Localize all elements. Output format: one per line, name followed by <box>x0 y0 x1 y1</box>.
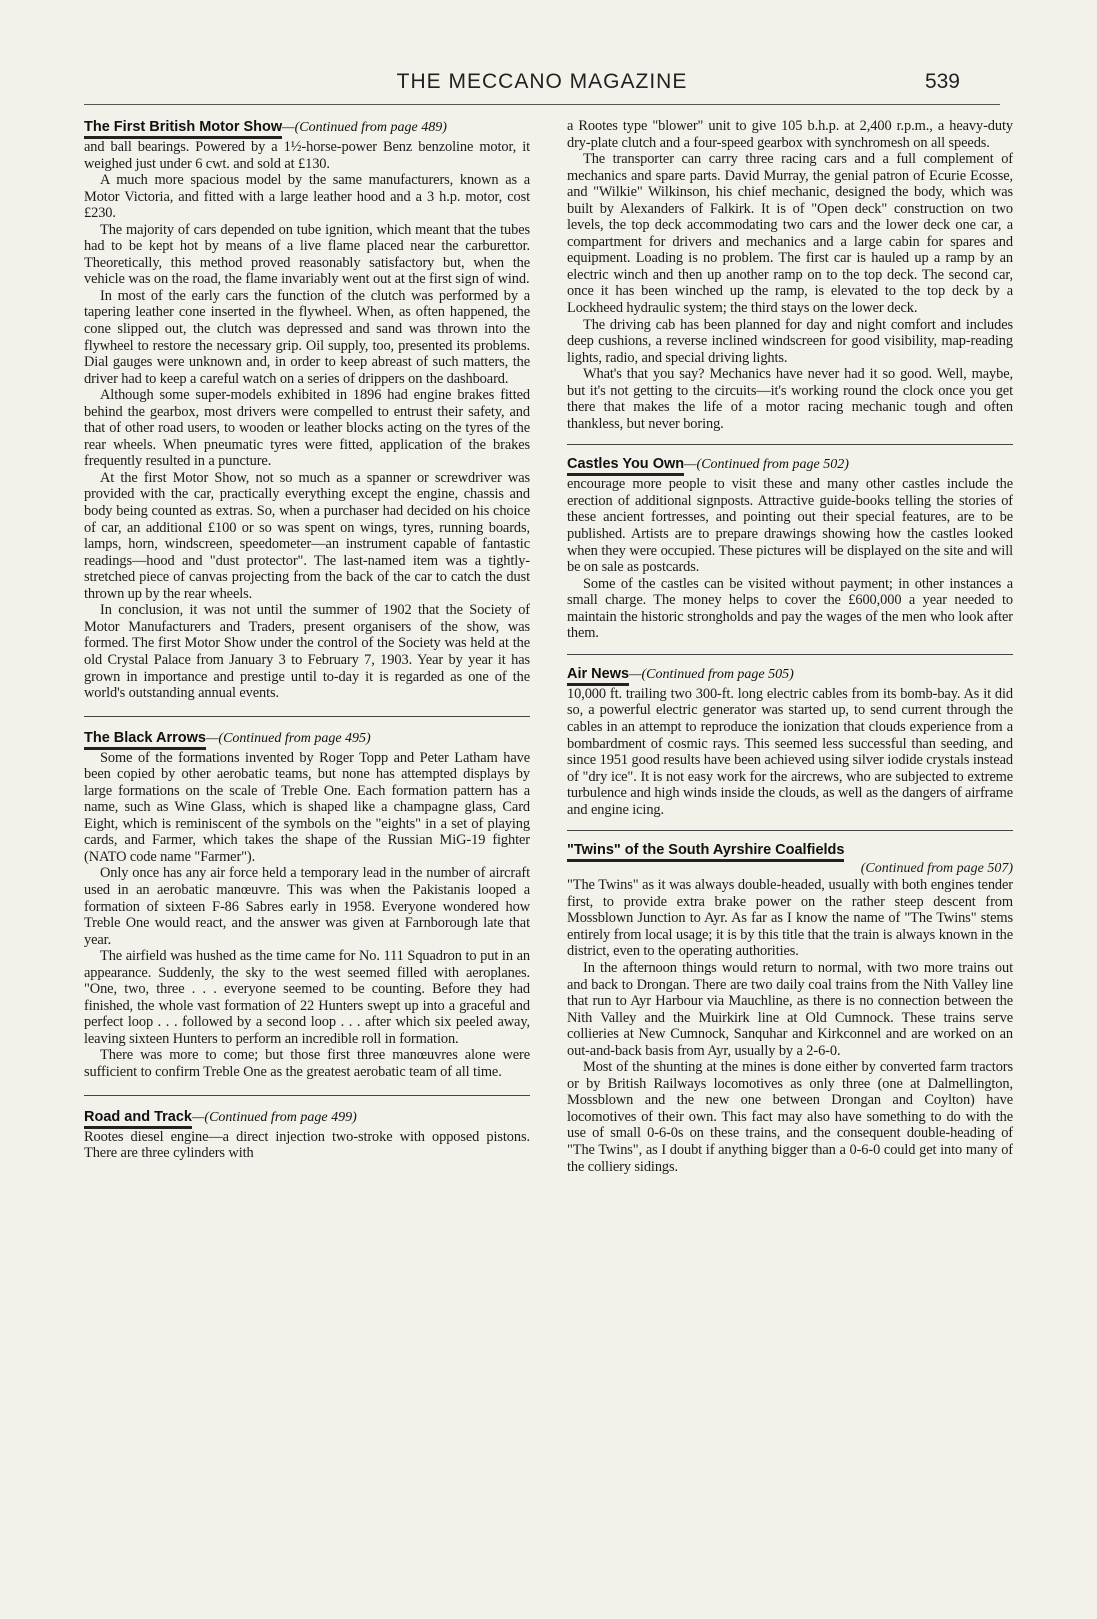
article-title: Air News <box>567 666 629 686</box>
paragraph: Only once has any air force held a temporary lead in the number of aircraft used in an aerobatic manœuvre. This was when the Pakistanis looped a formation of sixteen F-86 Sabres early in 1958. Everyone wondered how Treble One would react, and the answer was given at Farnborough late that year. <box>84 865 530 948</box>
magazine-title: THE MECCANO MAGAZINE <box>396 70 688 93</box>
section-divider <box>567 654 1013 655</box>
article-title: The Black Arrows <box>84 730 206 750</box>
paragraph: The airfield was hushed as the time came for No. 111 Squadron to put in an appearance. Suddenly, the sky to the west seemed filled with aeroplanes. "One, two, three . . . everyone seemed to be counting. Before they had finished, the whole vast formation of 22 Hunters swept up into a graceful and perfect loop . . . followed by a second loop . . . after which six peeled away, leaving sixteen Hunters to perform an incredible roll in formation. <box>84 948 530 1047</box>
continued-note: —(Continued from page 499) <box>191 1109 357 1125</box>
continued-note: —(Continued from page 505) <box>629 666 794 682</box>
article-air-news <box>567 665 1013 818</box>
paragraph: In conclusion, it was not until the summer of 1902 that the Society of Motor Manufacturers and Traders, present organisers of the show, was formed. The first Motor Show under the control of the Society was held at the old Crystal Palace from January 3 to February 7, 1903. Year by year it has grown in importance and prestige until to-day it is regarded as one of the world's outstanding annual events. <box>84 602 530 702</box>
page-header <box>84 70 1000 105</box>
continued-note: —(Continued from page 489) <box>282 120 447 135</box>
paragraph: Although some super-models exhibited in 1896 had engine brakes fitted behind the gearbox, most drivers were compelled to entrust their safety, and that of other road users, to wooden or leather blocks acting on the tyres of the rear wheels. When pneumatic tyres were fitted, application of the brakes frequently resulted in a puncture. <box>84 387 530 470</box>
article-motor-show <box>84 118 530 702</box>
article-title: The First British Motor Show <box>84 119 282 139</box>
paragraph: Most of the shunting at the mines is done either by converted farm tractors or by British Railways locomotives as only three (one at Dalmellington, Mossblown and the new one between Drongan and Coylton) have locomotives of their own. This fact may also have something to do with the use of small 0-6-0s on these trains, and the consequent double-heading of "The Twins", as I doubt if anything bigger than a 0-6-0 could get into many of the colliery sidings. <box>567 1059 1013 1175</box>
right-column <box>567 118 1013 1175</box>
article-title: Road and Track <box>84 1109 192 1129</box>
article-title: "Twins" of the South Ayrshire Coalfields <box>567 842 844 862</box>
article-black-arrows <box>84 729 530 1081</box>
article-twins <box>567 841 1013 1175</box>
article-heading <box>84 729 530 748</box>
paragraph: The transporter can carry three racing cars and a full complement of mechanics and spare parts. David Murray, the genial patron of Ecurie Ecosse, and "Wilkie" Wilkinson, his chief mechanic, designed the body, which was built by Alexanders of Falkirk. It is of "Open deck" construction on two levels, the top deck accommodating two cars and the lower deck one car, a compartment for drivers and mechanics and a large cabin for spares and equipment. Loading is no problem. The first car is hauled up a ramp by an electric winch and then up another ramp on to the top deck. The second car, once it has been winched up the ramp, is elevated to the top deck by a Lockheed hydraulic system; the third stays on the lower deck. <box>567 151 1013 317</box>
paragraph: "The Twins" as it was always double-headed, usually with both engines tender first, to provide extra brake power on the rather steep descent from Mossblown Junction to Ayr. As far as I know the name of "The Twins" stems entirely from local usage; it is by this title that the train is always known in the district, even to the operating authorities. <box>567 877 1013 960</box>
article-title: Castles You Own <box>567 456 684 476</box>
article-heading <box>84 1108 530 1127</box>
paragraph: a Rootes type "blower" unit to give 105 b.h.p. at 2,400 r.p.m., a heavy-duty dry-plate clutch and a four-speed gearbox with synchromesh on all speeds. <box>567 118 1013 151</box>
section-divider <box>84 716 530 717</box>
continued-note: —(Continued from page 495) <box>205 730 371 746</box>
article-heading <box>567 665 1013 684</box>
continued-note: —(Continued from page 502) <box>684 457 849 473</box>
article-heading <box>84 118 530 137</box>
paragraph: What's that you say? Mechanics have never had it so good. Well, maybe, but it's not getting to the circuits—it's working round the clock once you get there that makes the life of a motor racing mechanic tough and often thankless, but never boring. <box>567 366 1013 432</box>
article-road-track-continued <box>567 118 1013 432</box>
paragraph: In the afternoon things would return to normal, with two more trains out and back to Drongan. There are two daily coal trains from the Nith Valley line that run to Ayr Harbour via Mauchline, as there is no connection between the Nith Valley and the Muirkirk line at Old Cumnock. These trains serve collieries at New Cumnock, Sanquhar and Kirkconnel and are worked on an out-and-back basis from Ayr, usually by a 2-6-0. <box>567 959 1013 1059</box>
paragraph: Rootes diesel engine—a direct injection two-stroke with opposed pistons. There are three cylinders with <box>84 1128 530 1162</box>
left-column <box>84 118 530 1162</box>
paragraph: At the first Motor Show, not so much as a spanner or screwdriver was provided with the car, practically everything except the engine, chassis and body being counted as extras. So, when a purchaser had decided on his choice of car, an additional £100 or so was spent on wings, tyres, running boards, lamps, horn, windscreen, speedometer—an instrument capable of fantastic readings—hood and "dust protector". The last-named item was a tightly-stretched piece of canvas projecting from the back of the car to catch the dust thrown up by the rear wheels. <box>84 469 530 602</box>
section-divider <box>567 830 1013 831</box>
paragraph: Some of the castles can be visited without payment; in other instances a small charge. The money helps to cover the £600,000 a year needed to maintain the historic strongholds and pay the wages of the men who look after them. <box>567 575 1013 642</box>
continued-note: (Continued from page 507) <box>860 861 1013 877</box>
paragraph: In most of the early cars the function of the clutch was performed by a tapering leather cone inserted in the flywheel. When, as often happened, the cone slipped out, the clutch was depressed and sand was thrown into the flywheel to restore the necessary grip. Oil supply, too, presented its problems. Dial gauges were unknown and, in order to keep abreast of such matters, the driver had to keep a careful watch on a series of drippers on the dashboard. <box>84 287 530 387</box>
article-heading <box>567 455 1013 474</box>
page-number: 539 <box>924 70 960 93</box>
paragraph: and ball bearings. Powered by a 1½-horse-power Benz benzoline motor, it weighed just under 6 cwt. and sold at £130. <box>84 139 530 172</box>
article-castles <box>567 455 1013 641</box>
paragraph: 10,000 ft. trailing two 300-ft. long electric cables from its bomb-bay. As it did so, a powerful electric generator was started up, to send current through the cables in an attempt to reproduce the ionization that clouds experience from a bombardment of cosmic rays. This seemed less successful than seeding, and since 1951 good results have been achieved using silver iodide crystals instead of "dry ice". It is not easy work for the aircrews, who are subjected to extreme turbulence and high winds inside the clouds, as well as the dangers of airframe and engine icing. <box>567 685 1013 818</box>
paragraph: Some of the formations invented by Roger Topp and Peter Latham have been copied by other aerobatic teams, but none has attempted displays by large formations on the scale of Treble One. Each formation pattern has a name, such as Wine Glass, which is shaped like a champagne glass, Card Eight, which is reminiscent of the symbols on the "eights" in a set of playing cards, and Farmer, which takes the shape of the Russian MiG-19 fighter (NATO code name "Farmer"). <box>84 749 530 865</box>
paragraph: The majority of cars depended on tube ignition, which meant that the tubes had to be kept hot by means of a live flame placed near the carburettor. Theoretically, this method proved reasonably satisfactory but, when the vehicle was on the road, the flame invariably went out at the first sign of wind. <box>84 221 530 288</box>
paragraph: encourage more people to visit these and many other castles include the erection of additional signposts. Attractive guide-books telling the stories of these ancient fortresses, and pointing out their special features, are to be published. Artists are to prepare drawings showing how the castles looked when they were occupied. These pictures will be displayed on the site and will be on sale as postcards. <box>567 476 1013 576</box>
section-divider <box>567 444 1013 445</box>
paragraph: There was more to come; but those first three manœuvres alone were sufficient to confirm Treble One as the greatest aerobatic team of all time. <box>84 1047 530 1080</box>
paragraph: The driving cab has been planned for day and night comfort and includes deep cushions, a reverse inclined windscreen for good visibility, map-reading lights, radio, and special driving lights. <box>567 316 1013 366</box>
article-heading <box>567 841 1013 859</box>
article-road-track <box>84 1108 530 1162</box>
paragraph: A much more spacious model by the same manufacturers, known as a Motor Victoria, and fitted with a large leather hood and a 3 h.p. motor, cost £230. <box>84 172 530 222</box>
section-divider <box>84 1095 530 1096</box>
